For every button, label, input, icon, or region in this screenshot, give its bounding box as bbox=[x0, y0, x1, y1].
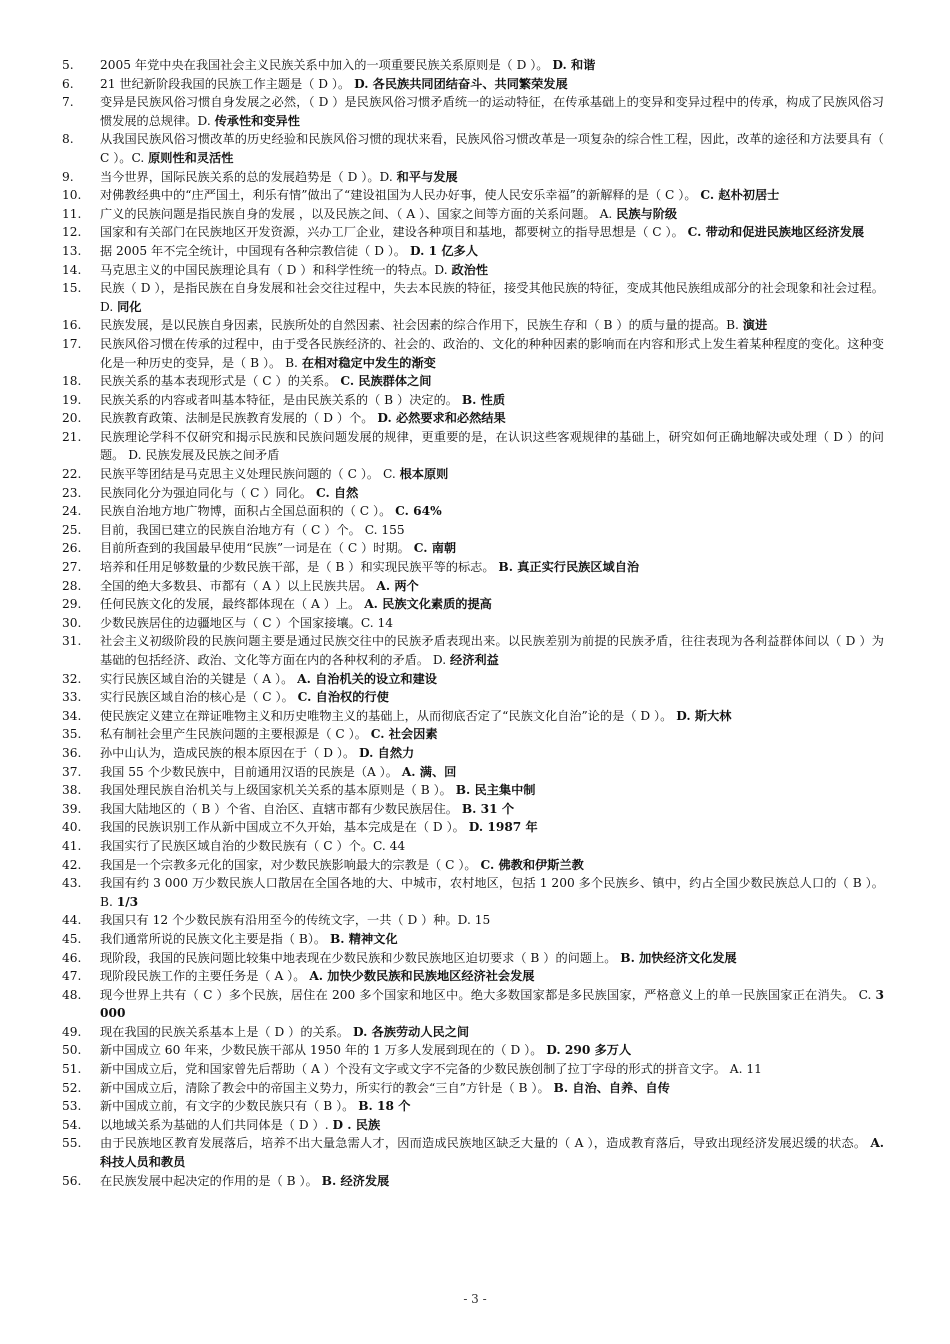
question-number: 46. bbox=[62, 950, 82, 965]
question-item bbox=[62, 986, 884, 1023]
question-item bbox=[62, 223, 884, 242]
answer-text: C. 民族群体之间 bbox=[340, 374, 432, 389]
question-stem: 据 2005 年不完全统计，中国现有各种宗教信徒（ D ）。 bbox=[100, 243, 407, 258]
answer-text: D. 各族劳动人民之间 bbox=[352, 1024, 470, 1039]
question-text bbox=[100, 391, 884, 410]
answer-text: A. 满、回 bbox=[401, 764, 457, 779]
answer-text: B. 真正实行民族区域自治 bbox=[498, 560, 640, 575]
answer-text: 原则性和灵活性 bbox=[148, 150, 234, 165]
question-number: 20. bbox=[62, 411, 82, 426]
answer-text: 经济利益 bbox=[450, 653, 499, 667]
question-stem: 我国只有 12 个少数民族有沿用至今的传统文字，一共（ D ）种。D. 15 bbox=[100, 913, 491, 928]
question-stem: 我国大陆地区的（ B ）个省、自治区、直辖市都有少数民族居住。 bbox=[100, 801, 458, 816]
question-text bbox=[100, 428, 884, 465]
question-item bbox=[62, 409, 884, 428]
question-number: 11. bbox=[62, 206, 82, 221]
question-text bbox=[100, 688, 884, 707]
question-number: 55. bbox=[62, 1136, 82, 1151]
question-item bbox=[62, 800, 884, 819]
question-item bbox=[62, 707, 884, 726]
question-number: 27. bbox=[62, 560, 82, 575]
question-text bbox=[100, 986, 884, 1023]
answer-text: A. 科技人员和教员 bbox=[100, 1136, 885, 1170]
question-stem: 我们通常所说的民族文化主要是指（ B）。 bbox=[100, 931, 327, 946]
question-item bbox=[62, 539, 884, 558]
answer-text: C. 自治权的行使 bbox=[297, 690, 389, 705]
question-stem: 少数民族居住的边疆地区与（ C ）个国家接壤。C. 14 bbox=[100, 615, 393, 630]
question-number: 54. bbox=[62, 1117, 82, 1132]
question-stem: 任何民族文化的发展，最终都体现在（ A ）上。 bbox=[100, 597, 361, 612]
question-number: 39. bbox=[62, 801, 82, 816]
question-number: 44. bbox=[62, 913, 82, 928]
question-stem: 21 世纪新阶段我国的民族工作主题是（ D ）。 bbox=[100, 76, 351, 91]
answer-text: C. 自然 bbox=[315, 485, 359, 500]
question-stem: 在民族发展中起决定的作用的是（ B ）。 bbox=[100, 1173, 318, 1188]
answer-text: B. 31 个 bbox=[461, 801, 515, 816]
question-item bbox=[62, 781, 884, 800]
question-text bbox=[100, 56, 884, 75]
question-text bbox=[100, 1023, 884, 1042]
question-item bbox=[62, 1041, 884, 1060]
question-text bbox=[100, 1116, 884, 1135]
question-number: 19. bbox=[62, 392, 82, 407]
question-text bbox=[100, 949, 884, 968]
question-item bbox=[62, 1116, 884, 1135]
answer-text: C. 赵朴初居士 bbox=[700, 188, 780, 203]
question-number: 22. bbox=[62, 467, 82, 482]
question-item bbox=[62, 372, 884, 391]
question-item bbox=[62, 1060, 884, 1079]
answer-text: D . 民族 bbox=[332, 1117, 381, 1132]
question-text bbox=[100, 521, 884, 540]
question-text bbox=[100, 558, 884, 577]
question-number: 25. bbox=[62, 522, 82, 537]
question-number: 9. bbox=[62, 169, 74, 184]
question-item bbox=[62, 837, 884, 856]
question-number: 23. bbox=[62, 485, 82, 500]
question-stem: 现今世界上共有（ C ）多个民族，居住在 200 多个国家和地区中。绝大多数国家都是多民族国家，严格意义上的单一民族国家正在消失。 C. bbox=[100, 987, 872, 1002]
question-text bbox=[100, 595, 884, 614]
question-item bbox=[62, 763, 884, 782]
question-stem: 民族平等团结是马克思主义处理民族问题的（ C ）。 C. bbox=[100, 467, 396, 482]
question-text bbox=[100, 874, 884, 911]
question-number: 41. bbox=[62, 838, 82, 853]
question-item bbox=[62, 186, 884, 205]
question-stem: 使民族定义建立在辩证唯物主义和历史唯物主义的基础上，从而彻底否定了“民族文化自治”论的是（ D ）。 bbox=[100, 708, 673, 723]
question-stem: 对佛教经典中的“庄严国土，利乐有情”做出了“建设祖国为人民办好事，使人民安乐幸福”的新解释的是（ C ）。 bbox=[100, 188, 697, 203]
question-item bbox=[62, 818, 884, 837]
question-number: 50. bbox=[62, 1043, 82, 1058]
question-number: 48. bbox=[62, 987, 82, 1002]
question-text bbox=[100, 261, 884, 280]
question-item bbox=[62, 725, 884, 744]
question-text bbox=[100, 967, 884, 986]
question-text bbox=[100, 1172, 884, 1191]
question-number: 29. bbox=[62, 597, 82, 612]
question-item bbox=[62, 558, 884, 577]
question-text bbox=[100, 577, 884, 596]
question-stem: 民族发展，是以民族自身因素，民族所处的自然因素、社会因素的综合作用下，民族生存和（ B ）的质与量的提高。B. bbox=[100, 318, 739, 333]
question-item bbox=[62, 911, 884, 930]
question-number: 24. bbox=[62, 504, 82, 519]
question-text bbox=[100, 763, 884, 782]
answer-text: B. 加快经济文化发展 bbox=[620, 950, 737, 965]
question-text bbox=[100, 707, 884, 726]
question-stem: 新中国成立后，清除了教会中的帝国主义势力，所实行的教会“三自”方针是（ B ）。 bbox=[100, 1080, 550, 1095]
question-number: 15. bbox=[62, 281, 82, 296]
question-number: 52. bbox=[62, 1080, 82, 1095]
question-stem: 当今世界，国际民族关系的总的发展趋势是（ D ）。D. bbox=[100, 169, 393, 184]
question-item bbox=[62, 967, 884, 986]
question-item bbox=[62, 130, 884, 167]
answer-text: D. 斯大林 bbox=[676, 708, 732, 723]
question-text bbox=[100, 130, 884, 167]
question-item bbox=[62, 502, 884, 521]
question-stem: 社会主义初级阶段的民族问题主要是通过民族交往中的民族矛盾表现出来。以民族差别为前提的民族矛盾，往往表现为各利益群体间以（ D ）为基础的包括经济、政治、文化等方面在内的各种权利的矛盾。 D. bbox=[100, 634, 884, 667]
question-text bbox=[100, 800, 884, 819]
question-item bbox=[62, 1097, 884, 1116]
question-stem: 民族关系的内容或者叫基本特征，是由民族关系的（ B ）决定的。 bbox=[100, 392, 458, 407]
question-text bbox=[100, 1079, 884, 1098]
question-stem: 新中国成立 60 年来，少数民族干部从 1950 年的 1 万多人发展到现在的（ D ）。 bbox=[100, 1043, 543, 1058]
answer-text: B. 18 个 bbox=[358, 1099, 411, 1114]
question-item bbox=[62, 670, 884, 689]
question-text bbox=[100, 409, 884, 428]
answer-text: A. 加快少数民族和民族地区经济社会发展 bbox=[309, 969, 535, 984]
question-text bbox=[100, 223, 884, 242]
question-stem: 我国 55 个少数民族中，目前通用汉语的民族是（A ）。 bbox=[100, 764, 398, 779]
question-text bbox=[100, 539, 884, 558]
question-number: 30. bbox=[62, 615, 82, 630]
question-stem: 变异是民族风俗习惯自身发展之必然，（ D ）是民族风俗习惯矛盾统一的运动特征，在传承基础上的变异和变异过程中的传承，构成了民族风俗习惯发展的总规律。D. bbox=[100, 95, 884, 128]
answer-text: B. 经济发展 bbox=[321, 1173, 390, 1188]
question-text bbox=[100, 614, 884, 633]
question-item bbox=[62, 391, 884, 410]
question-item bbox=[62, 614, 884, 633]
question-item bbox=[62, 595, 884, 614]
question-text bbox=[100, 168, 884, 187]
answer-text: A. 民族文化素质的提高 bbox=[364, 597, 492, 612]
answer-text: B. 自治、自养、自传 bbox=[553, 1080, 670, 1095]
question-stem: 马克思主义的中国民族理论具有（ D ）和科学性统一的特点。D. bbox=[100, 262, 448, 277]
question-text bbox=[100, 465, 884, 484]
question-text bbox=[100, 502, 884, 521]
question-stem: 民族理论学科不仅研究和揭示民族和民族问题发展的规律，更重要的是，在认识这些客观规律的基础上，研究如何正确地解决或处理（ D ）的问题。 D. 民族发展及民族之间矛盾 bbox=[100, 429, 884, 463]
question-item bbox=[62, 930, 884, 949]
question-text bbox=[100, 335, 884, 372]
question-item bbox=[62, 316, 884, 335]
question-text bbox=[100, 93, 884, 130]
answer-text: B. 性质 bbox=[461, 392, 506, 407]
question-item bbox=[62, 261, 884, 280]
question-number: 34. bbox=[62, 708, 82, 723]
question-item bbox=[62, 1134, 884, 1171]
question-number: 49. bbox=[62, 1024, 82, 1039]
question-text bbox=[100, 911, 884, 930]
answer-text: A. 两个 bbox=[376, 578, 419, 593]
question-number: 17. bbox=[62, 336, 82, 351]
question-number: 28. bbox=[62, 578, 82, 593]
question-item bbox=[62, 874, 884, 911]
answer-text: D. 290 多万人 bbox=[546, 1043, 632, 1058]
answer-text: 和平与发展 bbox=[396, 169, 458, 184]
question-text bbox=[100, 670, 884, 689]
answer-text: D. 1 亿多人 bbox=[410, 243, 478, 258]
answer-text: 政治性 bbox=[451, 262, 489, 277]
question-text bbox=[100, 484, 884, 503]
question-text bbox=[100, 1060, 884, 1079]
answer-text: 演进 bbox=[742, 318, 768, 333]
question-item bbox=[62, 93, 884, 130]
question-number: 51. bbox=[62, 1062, 82, 1077]
question-number: 37. bbox=[62, 764, 82, 779]
question-item bbox=[62, 577, 884, 596]
question-number: 43. bbox=[62, 876, 82, 891]
question-stem: 现在我国的民族关系基本上是（ D ）的关系。 bbox=[100, 1024, 350, 1039]
answer-text: 民族与阶级 bbox=[616, 206, 678, 221]
question-item bbox=[62, 1172, 884, 1191]
answer-text: 同化 bbox=[117, 299, 142, 314]
question-text bbox=[100, 837, 884, 856]
question-number: 10. bbox=[62, 188, 82, 203]
question-item bbox=[62, 335, 884, 372]
question-text bbox=[100, 279, 884, 316]
question-stem: 目前，我国已建立的民族自治地方有（ C ）个。 C. 155 bbox=[100, 522, 405, 537]
question-stem: 新中国成立前，有文字的少数民族只有（ B ）。 bbox=[100, 1099, 355, 1114]
answer-text: D. 各民族共同团结奋斗、共同繁荣发展 bbox=[354, 76, 568, 91]
answer-text: C. 佛教和伊斯兰教 bbox=[480, 857, 584, 872]
question-stem: 我国的民族识别工作从新中国成立不久开始，基本完成是在（ D ）。 bbox=[100, 820, 465, 835]
question-item bbox=[62, 1023, 884, 1042]
question-stem: 民族（ D ），是指民族在自身发展和社会交往过程中，失去本民族的特征，接受其他民族的特征，变成其他民族组成部分的社会现象和社会过程。 D. bbox=[100, 281, 884, 314]
question-text bbox=[100, 632, 884, 669]
answer-text: 3 000 bbox=[100, 987, 884, 1021]
question-number: 26. bbox=[62, 541, 82, 556]
question-number: 47. bbox=[62, 969, 82, 984]
question-number: 31. bbox=[62, 634, 82, 649]
question-text bbox=[100, 856, 884, 875]
question-stem: 国家和有关部门在民族地区开发资源，兴办工厂企业，建设各种项目和基地，都要树立的指导思想是（ C ）。 bbox=[100, 225, 684, 240]
question-item bbox=[62, 688, 884, 707]
answer-text: D. 必然要求和必然结果 bbox=[377, 411, 506, 426]
question-item bbox=[62, 75, 884, 94]
question-stem: 民族关系的基本表现形式是（ C ）的关系。 bbox=[100, 374, 337, 389]
answer-text: C. 64% bbox=[395, 504, 442, 519]
question-stem: 私有制社会里产生民族问题的主要根源是（ C ）。 bbox=[100, 727, 367, 742]
question-text bbox=[100, 781, 884, 800]
question-text bbox=[100, 316, 884, 335]
answer-text: A. 自治机关的设立和建设 bbox=[297, 671, 437, 686]
question-number: 12. bbox=[62, 225, 82, 240]
answer-text: B. 民主集中制 bbox=[455, 783, 536, 798]
question-number: 7. bbox=[62, 95, 74, 110]
question-stem: 从我国民族风俗习惯改革的历史经验和民族风俗习惯的现状来看，民族风俗习惯改革是一项复杂的综合性工程，因此，改革的途径和方法要具有（ C ）。C. bbox=[100, 132, 884, 165]
question-number: 14. bbox=[62, 262, 82, 277]
question-number: 36. bbox=[62, 745, 82, 760]
answer-text: 根本原则 bbox=[399, 467, 449, 482]
question-stem: 实行民族区域自治的关键是（ A ）。 bbox=[100, 671, 294, 686]
question-number: 6. bbox=[62, 76, 74, 91]
question-stem: 现阶段，我国的民族问题比较集中地表现在少数民族和少数民族地区迫切要求（ B ）的问题上。 bbox=[100, 950, 617, 965]
question-number: 53. bbox=[62, 1099, 82, 1114]
question-number: 16. bbox=[62, 318, 82, 333]
question-item bbox=[62, 484, 884, 503]
answer-text: 在相对稳定中发生的渐变 bbox=[301, 355, 436, 370]
answer-text: C. 社会因素 bbox=[370, 727, 438, 742]
question-stem: 我国是一个宗教多元化的国家，对少数民族影响最大的宗教是（ C ）。 bbox=[100, 857, 477, 872]
question-text bbox=[100, 186, 884, 205]
answer-text: D. 和谐 bbox=[552, 58, 596, 72]
question-number: 33. bbox=[62, 690, 82, 705]
question-stem: 2005 年党中央在我国社会主义民族关系中加入的一项重要民族关系原则是（ D ）。 bbox=[100, 58, 549, 72]
question-number: 5. bbox=[62, 58, 74, 72]
question-stem: 我国实行了民族区域自治的少数民族有（ C ）个。C. 44 bbox=[100, 838, 406, 853]
question-item bbox=[62, 521, 884, 540]
question-number: 8. bbox=[62, 132, 74, 147]
answer-text: 传承性和变异性 bbox=[214, 113, 300, 128]
question-item bbox=[62, 856, 884, 875]
question-item bbox=[62, 949, 884, 968]
question-stem: 民族教育政策、法制是民族教育发展的（ D ）个。 bbox=[100, 411, 374, 426]
answer-text: C. 南朝 bbox=[413, 541, 457, 556]
question-list bbox=[62, 56, 884, 1190]
question-stem: 民族同化分为强迫同化与（ C ）同化。 bbox=[100, 485, 313, 500]
question-item bbox=[62, 279, 884, 316]
answer-text: B. 精神文化 bbox=[329, 931, 398, 946]
question-item bbox=[62, 744, 884, 763]
question-item bbox=[62, 465, 884, 484]
question-stem: 我国有约 3 000 万少数民族人口散居在全国各地的大、中城市，农村地区，包括 1 200 多个民族乡、镇中，约占全国少数民族总人口的（ B ）。B. bbox=[100, 876, 884, 909]
question-item bbox=[62, 428, 884, 465]
question-number: 18. bbox=[62, 374, 82, 389]
answer-text: D. 自然力 bbox=[359, 745, 415, 760]
answer-text: D. 1987 年 bbox=[468, 820, 538, 835]
question-number: 13. bbox=[62, 243, 82, 258]
question-number: 38. bbox=[62, 783, 82, 798]
question-stem: 以地域关系为基础的人们共同体是（ D ）. bbox=[100, 1117, 329, 1132]
question-number: 40. bbox=[62, 820, 82, 835]
question-stem: 民族风俗习惯在传承的过程中，由于受各民族经济的、社会的、政治的、文化的种种因素的影响而在内容和形式上发生着某种程度的变化。这种变化是一种历史的变异，是（ B ）。 B. bbox=[100, 336, 884, 370]
question-stem: 现阶段民族工作的主要任务是（ A ）。 bbox=[100, 969, 306, 984]
question-item bbox=[62, 168, 884, 187]
question-text bbox=[100, 75, 884, 94]
question-text bbox=[100, 818, 884, 837]
question-stem: 我国处理民族自治机关与上级国家机关关系的基本原则是（ B ）。 bbox=[100, 783, 452, 798]
question-text bbox=[100, 242, 884, 261]
question-number: 42. bbox=[62, 857, 82, 872]
question-item bbox=[62, 205, 884, 224]
question-text bbox=[100, 930, 884, 949]
answer-text: C. 带动和促进民族地区经济发展 bbox=[687, 225, 865, 240]
question-number: 32. bbox=[62, 671, 82, 686]
question-text bbox=[100, 725, 884, 744]
question-text bbox=[100, 372, 884, 391]
question-item bbox=[62, 632, 884, 669]
question-stem: 培养和任用足够数量的少数民族干部，是（ B ）和实现民族平等的标志。 bbox=[100, 560, 495, 575]
question-number: 56. bbox=[62, 1173, 82, 1188]
question-stem: 目前所查到的我国最早使用“民族”一词是在（ C ）时期。 bbox=[100, 541, 410, 556]
question-text bbox=[100, 205, 884, 224]
question-number: 35. bbox=[62, 727, 82, 742]
question-item bbox=[62, 1079, 884, 1098]
question-item bbox=[62, 242, 884, 261]
question-stem: 实行民族区域自治的核心是（ C ）。 bbox=[100, 690, 294, 705]
question-stem: 孙中山认为，造成民族的根本原因在于（ D ）。 bbox=[100, 745, 356, 760]
question-stem: 由于民族地区教育发展落后，培养不出大量急需人才，因而造成民族地区缺乏大量的（ A ），造成教育落后，导致出现经济发展迟缓的状态。 bbox=[100, 1136, 867, 1151]
question-text bbox=[100, 1097, 884, 1116]
question-stem: 民族自治地方地广物博，面积占全国总面积的（ C ）。 bbox=[100, 504, 392, 519]
question-stem: 新中国成立后，党和国家曾先后帮助（ A ）个没有文字或文字不完备的少数民族创制了拉丁字母的形式的拼音文字。 A. 11 bbox=[100, 1062, 762, 1077]
question-stem: 全国的绝大多数县、市都有（ A ）以上民族共居。 bbox=[100, 578, 373, 593]
question-number: 45. bbox=[62, 931, 82, 946]
question-number: 21. bbox=[62, 429, 82, 444]
question-stem: 广义的民族问题是指民族自身的发展 ，以及民族之间、（ A ）、国家之间等方面的关系问题。 A. bbox=[100, 206, 613, 221]
page-number: - 3 - bbox=[463, 1292, 487, 1306]
question-item bbox=[62, 56, 884, 75]
question-text bbox=[100, 1041, 884, 1060]
answer-text: 1/3 bbox=[116, 894, 139, 909]
question-text bbox=[100, 744, 884, 763]
question-text bbox=[100, 1134, 884, 1171]
